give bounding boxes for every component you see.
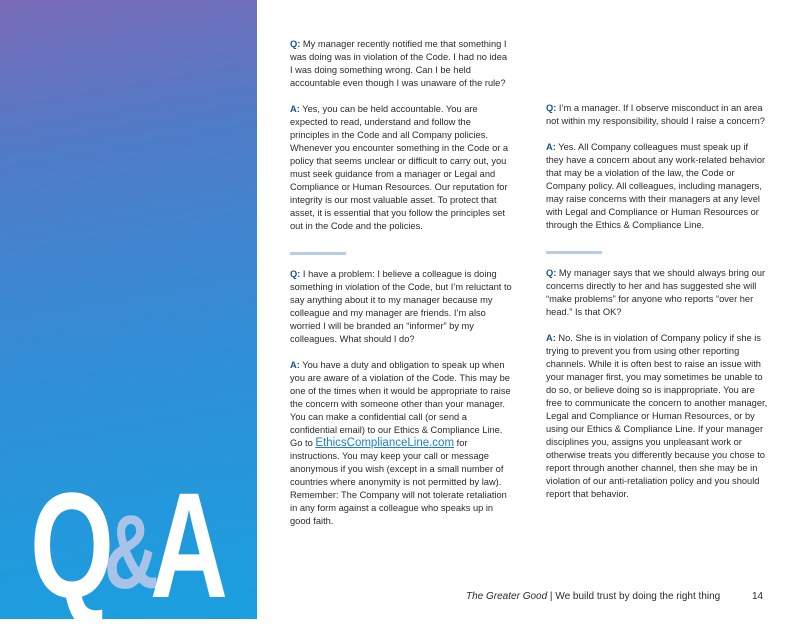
a-label: A: xyxy=(290,104,300,114)
answer-1-text: Yes, you can be held accountable. You are expected to read, understand and follow the principles in the Code and all Company policies. Whenever you encounter something in the Code or a policy that seems unclear or difficult to carry out, you must seek guidance from a manager or Legal and Compliance or Human Resources. Our reputation for integrity is our most valuable asset. To protect that asset, it is essential that you follow the principles set out in the Code and the policies. xyxy=(290,104,509,231)
question-4-text: My manager says that we should always bring our concerns directly to her and has suggested she will “make problems” for anyone who reports “over her head.” Is that OK? xyxy=(546,268,766,317)
question-2 xyxy=(290,268,512,346)
question-3-text: I’m a manager. If I observe misconduct in an area not within my responsibility, should I raise a concern? xyxy=(546,103,765,126)
a-label: A: xyxy=(290,360,300,370)
answer-3-text: Yes. All Company colleagues must speak up if they have a concern about any work-related behavior that may be a violation of the law, the Code or Company policy. All colleagues, including managers, may raise concerns with their managers at any level with Legal and Compliance or Human Resources or through the Ethics & Compliance Line. xyxy=(546,142,766,230)
q-label: Q: xyxy=(290,39,301,49)
footer-tagline: We build trust by doing the right thing xyxy=(555,591,721,602)
right-column xyxy=(546,102,768,501)
answer-4 xyxy=(546,332,768,501)
answer-3 xyxy=(546,141,768,232)
q-label: Q: xyxy=(546,268,557,278)
answer-1 xyxy=(290,103,512,233)
q-label: Q: xyxy=(546,103,557,113)
question-3 xyxy=(546,102,768,128)
ethics-line-link[interactable]: EthicsComplianceLine.com xyxy=(315,437,455,449)
question-1-text: My manager recently notified me that something I was doing was in violation of the Code. I had no idea I was doing something wrong. Can I be held accountable even though I was unaware of the rule? xyxy=(290,39,508,88)
page-footer xyxy=(466,591,720,602)
decorative-sidebar xyxy=(0,0,257,629)
qa-letter-q: Q xyxy=(30,461,109,629)
answer-4-text: No. She is in violation of Company policy if she is trying to prevent you from using other reporting channels. While it is often best to raise an issue with your manager first, you may sometimes be unable to do so, or believe doing so is inappropriate. You are free to communicate the concern to another manager, Legal and Compliance or Human Resources, or by using our Ethics & Compliance Line. If your manager disciplines you, assigns you unpleasant work or otherwise treats you differently because you chose to report through another channel, then she may be in violation of our anti-retaliation policy and you should report that behavior. xyxy=(546,333,768,499)
qa-letter-a: A xyxy=(150,461,228,629)
qa-ampersand: & xyxy=(104,494,159,611)
answer-2-text-part1: You have a duty and obligation to speak up when you are aware of a violation of the Code. This may be one of the times when it would be appropriate to raise the concern with someone other than your manager. You can make a confidential call (or send a confidential email) to our Ethics & Compliance Line. Go to xyxy=(290,360,511,448)
answer-2-text-part2: for instructions. You may keep your call or message anonymous if you wish (except in a small number of countries where anonymity is not permitted by law). Remember: The Company will not tolerate retaliation in any form against a colleague who speaks up in good faith. xyxy=(290,438,507,526)
q-label: Q: xyxy=(290,269,301,279)
a-label: A: xyxy=(546,142,556,152)
footer-separator: | xyxy=(547,591,556,602)
question-2-text: I have a problem: I believe a colleague is doing something in violation of the Code, but I’m reluctant to say anything about it to my manager because my colleague and my manager are friends. I’m also worried I will be branded an “informer” by my colleagues. What should I do? xyxy=(290,269,512,344)
left-column xyxy=(290,38,512,528)
answer-2 xyxy=(290,359,512,528)
page-number: 14 xyxy=(752,591,764,602)
publication-title: The Greater Good xyxy=(466,591,548,602)
a-label: A: xyxy=(546,333,556,343)
question-4 xyxy=(546,267,768,319)
question-1 xyxy=(290,38,512,90)
